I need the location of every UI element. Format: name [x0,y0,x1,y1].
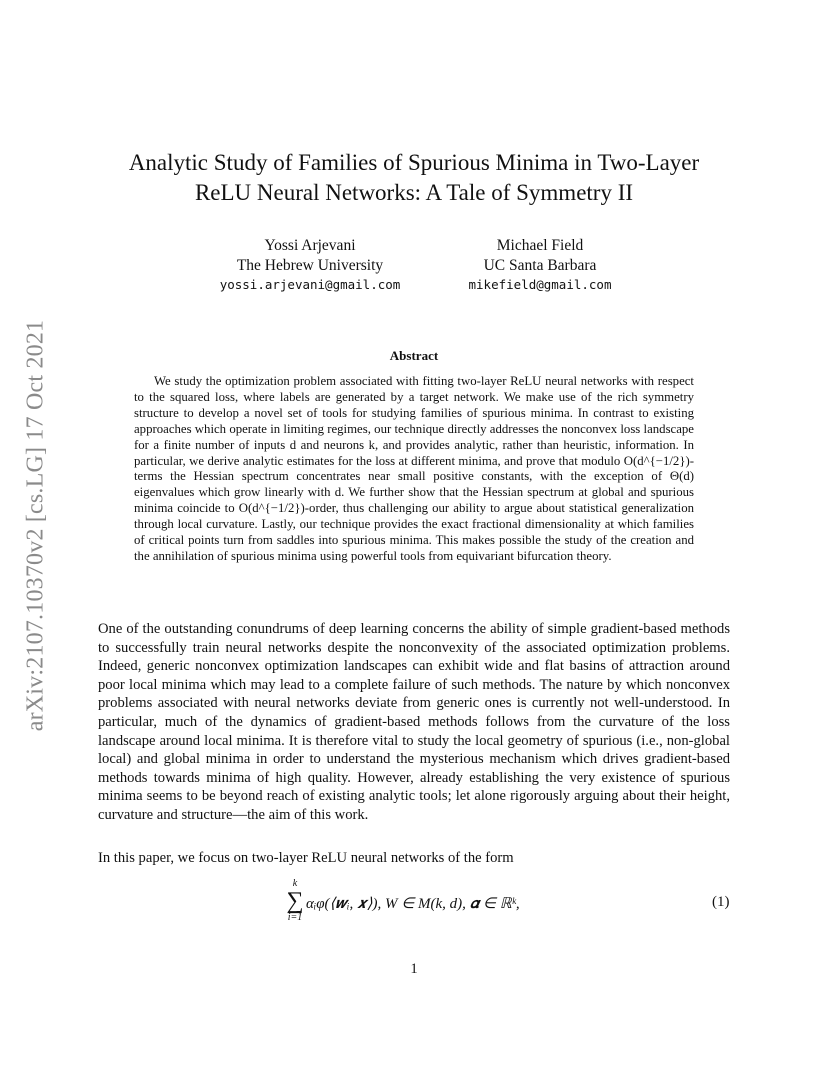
sum-lower-limit: i=1 [287,912,303,923]
author-block-1 [190,236,430,295]
page-number: 1 [410,961,418,977]
paper-title [90,148,738,208]
paper-title-line-1: Analytic Study of Families of Spurious Minima in Two-Layer [128,150,700,175]
summation-symbol [284,878,306,924]
equation-number: (1) [712,894,730,910]
arxiv-identifier-text: arXiv:2107.10370v2 [cs.LG] 17 Oct 2021 [22,319,49,731]
abstract-heading: Abstract [389,348,439,363]
abstract-text [134,374,694,565]
abstract-paragraph: We study the optimization problem associated with fitting two-layer ReLU neural networks with respect to the squared loss, where labels are generated by a target network. We make use of the rich symmetry structure to develop a novel set of tools for studying families of spurious minima. In contrast to existing approaches which operate in limiting regimes, our technique directly addresses the nonconvex loss landscape for a finite number of inputs d and neurons k, and provides analytic, rather than heuristic, information. In particular, we derive analytic estimates for the loss at different minima, and prove that modulo O(d^{−1/2})-terms the Hessian spectrum concentrates near small positive constants, with the exception of Θ(d) eigenvalues which grow linearly with d. We further show that the Hessian spectrum at global and spurious minima coincide to O(d^{−1/2})-order, thus challenging our ability to argue about statistical generalization through local curvature. Lastly, our technique provides the exact fractional dimensionality at which families of critical points turn from saddles into spurious minima. This makes possible the study of the creation and the annihilation of spurious minima using powerful tools from equivariant bifurcation theory. [134,374,694,563]
equation-expression: αᵢφ(⟨𝒘ᵢ, 𝒙⟩), W ∈ M(k, d), 𝜶 ∈ ℝᵏ, [306,896,520,912]
author-name: Yossi Arjevani [264,237,356,254]
equation-1 [270,878,630,928]
sum-upper-limit: k [292,878,298,889]
intro-paragraph-1: One of the outstanding conundrums of deep learning concerns the ability of simple gradient-based methods to successfully train neural networks despite the nonconvexity of the associated optimization problems. Indeed, generic nonconvex optimization landscapes can exhibit wide and flat basins of attraction around poor local minima which may lead to a complete failure of such methods. The nature by which nonconvex problems associated with neural networks deviate from generic ones is currently not well-understood. In particular, much of the dynamics of gradient-based methods follows from the curvature of the loss landscape around local minima. It is therefore vital to study the local geometry of spurious (i.e., non-global local) and global minima in order to understand the mysterious mechanism which drives gradient-based methods towards minima of high quality. However, already establishing the very existence of spurious minima seems to be beyond reach of existing analytic tools; let alone rigorously arguing about their height, curvature and structure—the aim of this work. [98,621,730,823]
paper-title-line-2: ReLU Neural Networks: A Tale of Symmetry II [194,180,634,205]
author-block-2 [420,236,660,295]
author-email[interactable]: mikefield@gmail.com [468,277,612,292]
intro-paragraph-2: In this paper, we focus on two-layer ReLU neural networks of the form [98,850,514,866]
author-affiliation: The Hebrew University [236,256,384,274]
author-affiliation: UC Santa Barbara [483,256,597,274]
author-email[interactable]: yossi.arjevani@gmail.com [219,277,401,292]
sigma-glyph: ∑ [286,888,304,914]
author-name: Michael Field [496,237,584,254]
